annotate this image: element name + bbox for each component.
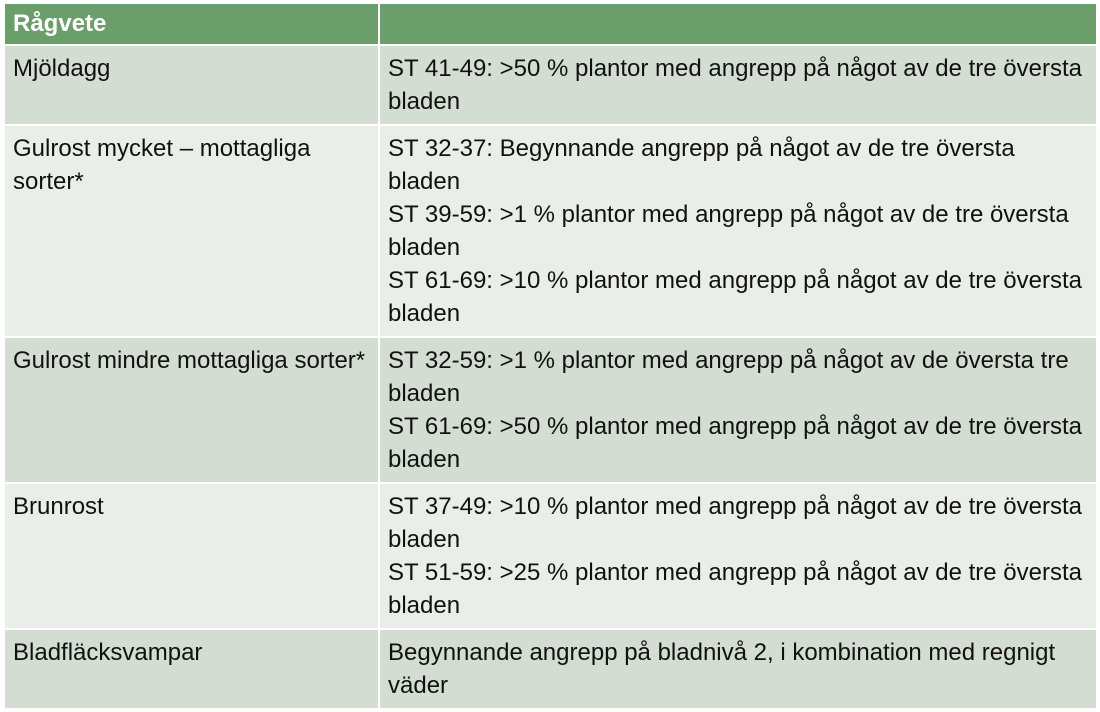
threshold-cell [379, 483, 1097, 629]
threshold-line: ST 61-69: >50 % plantor med angrepp på något av de tre översta bladen [388, 413, 1083, 473]
threshold-line: ST 41-49: >50 % plantor med angrepp på något av de tre översta bladen [388, 55, 1083, 115]
threshold-line: ST 32-37: Begynnande angrepp på något av de tre översta bladen [388, 135, 1015, 195]
threshold-line: ST 61-69: >10 % plantor med angrepp på något av de tre översta bladen [388, 267, 1083, 327]
disease-cell: Gulrost mycket – mottagliga sorter* [5, 125, 379, 337]
table-header-row [5, 4, 1097, 45]
disease-cell: Brunrost [5, 483, 379, 629]
table-row [5, 483, 1097, 629]
table-row [5, 45, 1097, 125]
table-row [5, 337, 1097, 483]
table-row [5, 125, 1097, 337]
threshold-line: ST 39-59: >1 % plantor med angrepp på något av de tre översta bladen [388, 201, 1069, 261]
threshold-line: ST 37-49: >10 % plantor med angrepp på något av de tre översta bladen [388, 493, 1083, 553]
header-blank [379, 4, 1097, 45]
threshold-cell [379, 629, 1097, 709]
threshold-line: Begynnande angrepp på bladnivå 2, i kombination med regnigt väder [388, 639, 1056, 699]
disease-cell: Bladfläcksvampar [5, 629, 379, 709]
disease-cell: Mjöldagg [5, 45, 379, 125]
threshold-line: ST 32-59: >1 % plantor med angrepp på något av de översta tre bladen [388, 347, 1069, 407]
disease-cell: Gulrost mindre mottagliga sorter* [5, 337, 379, 483]
table-row [5, 629, 1097, 709]
threshold-table [5, 4, 1098, 710]
threshold-line: ST 51-59: >25 % plantor med angrepp på något av de tre översta bladen [388, 559, 1083, 619]
threshold-cell [379, 45, 1097, 125]
header-crop: Rågvete [5, 4, 379, 45]
threshold-cell [379, 125, 1097, 337]
threshold-cell [379, 337, 1097, 483]
